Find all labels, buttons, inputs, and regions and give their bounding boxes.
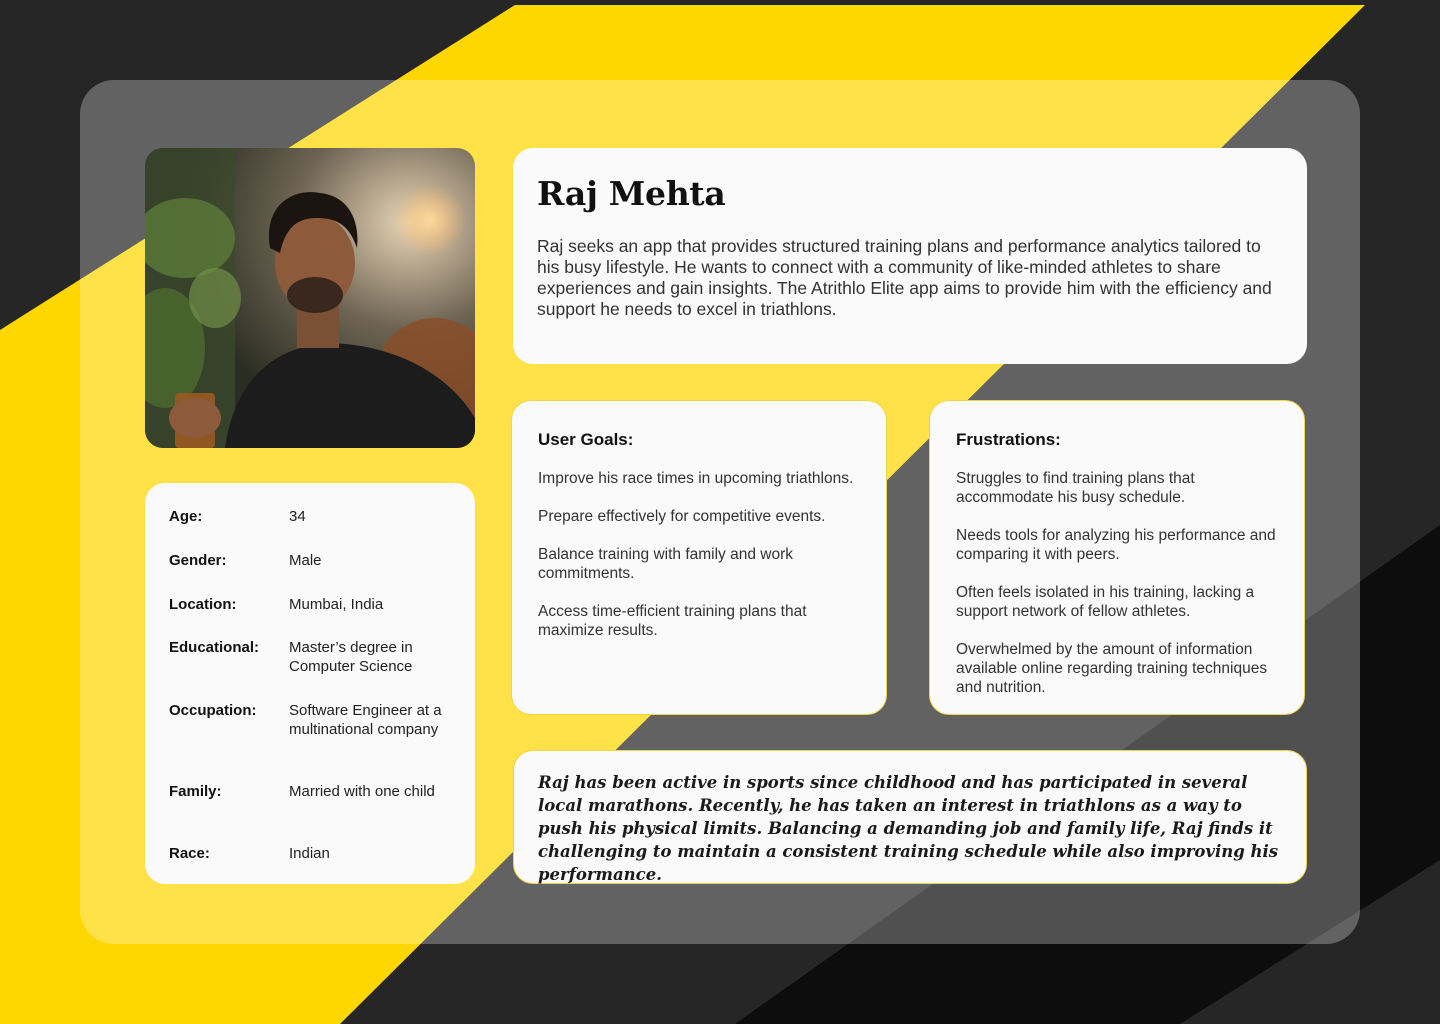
persona-header-card: [513, 148, 1307, 364]
frustration-item: Often feels isolated in his training, lacking a support network of fellow athletes.: [956, 584, 1255, 620]
info-row-occupation: [169, 701, 451, 782]
demographics-card: [145, 483, 475, 884]
info-value: Software Engineer at a multinational company: [289, 702, 442, 738]
user-goals-title: User Goals:: [538, 430, 634, 449]
info-value: Male: [289, 552, 322, 569]
goal-item: Improve his race times in upcoming triathlons.: [538, 470, 854, 487]
info-row-age: [169, 507, 451, 551]
info-row-education: [169, 638, 451, 701]
info-label: Location:: [169, 596, 237, 613]
goal-item: Balance training with family and work commitments.: [538, 546, 794, 582]
goal-item: Prepare effectively for competitive events.: [538, 508, 826, 525]
info-row-race: [169, 844, 451, 868]
info-label: Family:: [169, 783, 222, 800]
info-row-location: [169, 595, 451, 638]
info-row-gender: [169, 551, 451, 595]
persona-name: Raj Mehta: [537, 174, 726, 213]
info-label: Age:: [169, 508, 203, 525]
info-label: Occupation:: [169, 702, 257, 719]
info-row-family: [169, 782, 451, 844]
background-story-text: Raj has been active in sports since childhood and has participated in several local marathons. Recently, he has taken an interest in triathlons as a way to push his physical limits. Balancing a demanding job and family life, Raj finds it challenging to maintain a consistent training schedule while also improving his performance.: [538, 773, 1279, 884]
info-label: Gender:: [169, 552, 227, 569]
frustration-item: Needs tools for analyzing his performance and comparing it with peers.: [956, 527, 1276, 563]
info-value: Mumbai, India: [289, 596, 384, 613]
persona-photo: [145, 148, 475, 448]
info-value: 34: [289, 508, 306, 525]
frustration-item: Struggles to find training plans that accommodate his busy schedule.: [956, 470, 1195, 506]
user-goals-card: [511, 400, 887, 715]
goal-item: Access time-efficient training plans that maximize results.: [538, 603, 807, 639]
info-value: Indian: [289, 845, 330, 862]
frustrations-title: Frustrations:: [956, 430, 1061, 449]
info-value: Married with one child: [289, 783, 435, 800]
background-story-card: [513, 750, 1307, 884]
frustration-item: Overwhelmed by the amount of information available online regarding training techniques and nutrition.: [956, 641, 1268, 696]
frustrations-card: [929, 400, 1305, 715]
info-label: Educational:: [169, 639, 260, 656]
info-value: Master’s degree in Computer Science: [289, 639, 413, 675]
persona-summary: Raj seeks an app that provides structured training plans and performance analytics tailored to his busy lifestyle. He wants to connect with a community of like-minded athletes to share experiences and gain insights. The Atrithlo Elite app aims to provide him with the efficiency and support he needs to excel in triathlons.: [537, 236, 1272, 319]
info-label: Race:: [169, 845, 210, 862]
